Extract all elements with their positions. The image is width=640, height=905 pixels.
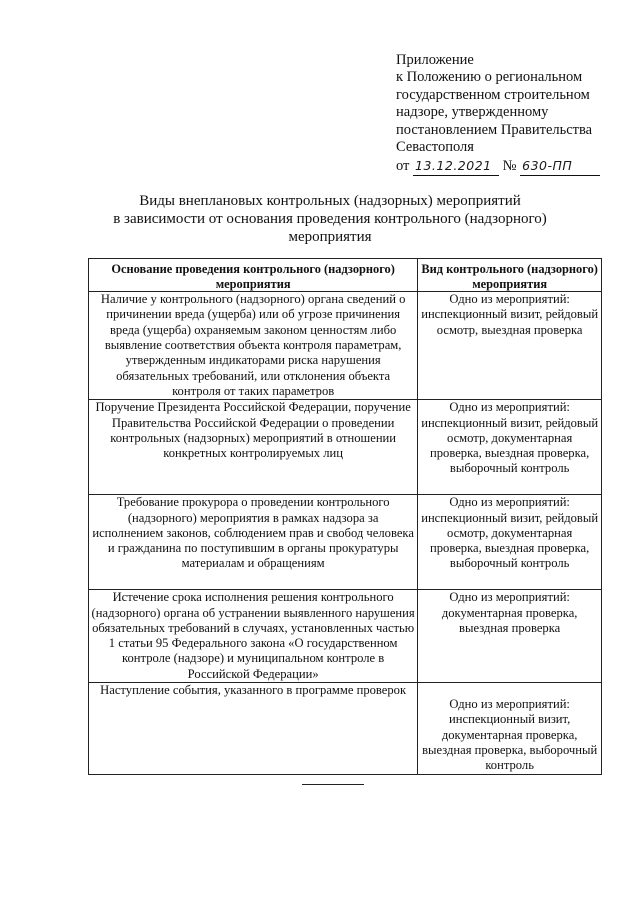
basis-cell: Наступление события, указанного в программе проверок [89, 683, 418, 774]
appendix-line-4: надзоре, утвержденному [396, 104, 549, 121]
table-row [89, 400, 602, 495]
table-header-row [89, 259, 602, 292]
kinds-cell: Одно из мероприятий: инспекционный визит, рейдовый осмотр, выездная проверка [418, 292, 602, 400]
basis-cell: Требование прокурора о проведении контрольного (надзорного) мероприятия в рамках надзора за исполнением законов, соблюдением прав и свобод человека и гражданина по поступившим в органы прокуратуры материалам и обращениям [89, 495, 418, 590]
kinds-cell: Одно из мероприятий: документарная проверка, выездная проверка [418, 590, 602, 683]
document-title [100, 192, 560, 246]
basis-cell: Истечение срока исполнения решения контрольного (надзорного) органа об устранении выявленного нарушения обязательных требований в случаях, установленных частью 1 статьи 95 Федерального закона «О государственном контроле (надзоре) и муниципальном контроле в Российской Федерации» [89, 590, 418, 683]
resolution-date-number [396, 157, 626, 175]
kinds-cell: Одно из мероприятий: инспекционный визит, рейдовый осмотр, документарная проверка, выездная проверка, выборочный контроль [418, 495, 602, 590]
kinds-cell: Одно из мероприятий: инспекционный визит, документарная проверка, выездная проверка, выборочный контроль [418, 683, 602, 774]
appendix-line-1: Приложение [396, 52, 474, 68]
title-line-2: в зависимости от основания проведения контрольного (надзорного) [113, 211, 547, 227]
handwritten-number: 630-ПП [520, 157, 600, 175]
appendix-line-2: к Положению о региональном [396, 69, 583, 86]
table-row [89, 495, 602, 590]
header-kind: Вид контрольного (надзорного) мероприятия [418, 259, 602, 292]
table-row [89, 590, 602, 683]
number-prefix: № [502, 158, 517, 175]
basis-cell: Наличие у контрольного (надзорного) органа сведений о причинении вреда (ущерба) или об угрозе причинения вреда (ущерба) охраняемым законом ценностям либо выявление соответствия объекта контроля параметрам, утвержденным индикаторами риска нарушения обязательных требований, или отклонения объекта контроля от таких параметров [89, 292, 418, 400]
appendix-block [396, 52, 626, 176]
kinds-cell: Одно из мероприятий: инспекционный визит, рейдовый осмотр, документарная проверка, выездная проверка, выборочный контроль [418, 400, 602, 495]
table-row [89, 292, 602, 400]
appendix-line-5: постановлением Правительства [396, 121, 593, 138]
measures-table [88, 258, 602, 775]
appendix-line-6: Севастополя [396, 139, 474, 156]
title-line-3: мероприятия [288, 229, 372, 245]
end-separator-line [302, 784, 364, 785]
date-prefix: от [396, 158, 410, 175]
title-line-1: Виды внеплановых контрольных (надзорных) мероприятий [139, 193, 521, 209]
appendix-line-3: государственном строительном [396, 86, 590, 103]
table-row [89, 683, 602, 774]
header-basis: Основание проведения контрольного (надзорного) мероприятия [89, 259, 418, 292]
basis-cell: Поручение Президента Российской Федерации, поручение Правительства Российской Федерации о проведении контрольных (надзорных) мероприятий в отношении конкретных контролируемых лиц [89, 400, 418, 495]
handwritten-date: 13.12.2021 [413, 157, 499, 175]
